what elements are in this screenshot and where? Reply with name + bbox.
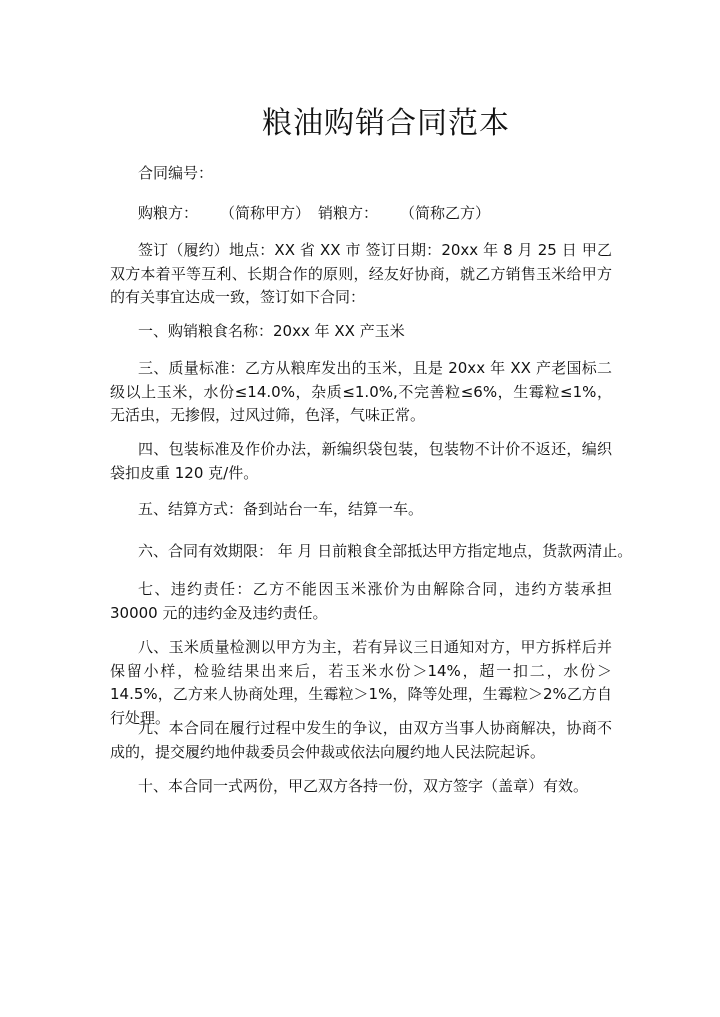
clause-3: 三、质量标准：乙方从粮库发出的玉米，且是 20xx 年 XX 产老国标二级以上玉米，水份≤14.0%，杂质≤1.0%,不完善粒≤6%，生霉粒≤1%，无活虫，无掺假，过风过筛，色泽，气味正常。 — [110, 359, 612, 424]
clause-8: 八、玉米质量检测以甲方为主，若有异议三日通知对方，甲方拆样后并保留小样，检验结果出来后，若玉米水份＞14%，超一扣二，水份＞14.5%，乙方来人协商处理，生霉粒＞1%，降等处理，生霉粒＞2%乙方自行处理。 — [110, 638, 612, 727]
clause-7: 七、违约责任：乙方不能因玉米涨价为由解除合同，违约方装承担 30000 元的违约金及违约责任。 — [110, 580, 612, 622]
clause-10: 十、本合同一式两份，甲乙双方各持一份，双方签字（盖章）有效。 — [138, 777, 589, 795]
clause-5: 五、结算方式：备到站台一车，结算一车。 — [138, 500, 424, 518]
parties-line — [110, 202, 612, 226]
clause-4: 四、包装标准及作价办法，新编织袋包装，包装物不计价不返还，编织袋扣皮重 120 克/件。 — [110, 440, 612, 482]
intro-paragraph: 签订（履约）地点：XX 省 XX 市 签订日期：20xx 年 8 月 25 日 甲乙双方本着平等互利、长期合作的原则，经友好协商，就乙方销售玉米给甲方的有关事宜达成一致，签订如下合同： — [110, 241, 612, 306]
buyer-label: 购粮方： — [138, 204, 199, 222]
buyer-value: （简称甲方） — [220, 204, 311, 222]
contract-number-label: 合同编号： — [138, 164, 214, 182]
clause-1: 一、购销粮食名称：20xx 年 XX 产玉米 — [138, 322, 405, 340]
seller-label: 销粮方： — [318, 204, 379, 222]
clause-6: 六、合同有效期限： 年 月 日前粮食全部抵达甲方指定地点，货款两清止。 — [138, 542, 633, 560]
document-title: 粮油购销合同范本 — [262, 106, 510, 141]
clause-9: 九、本合同在履行过程中发生的争议，由双方当事人协商解决，协商不成的，提交履约地仲裁委员会仲裁或依法向履约地人民法院起诉。 — [110, 719, 612, 761]
seller-value: （简称乙方） — [400, 204, 491, 222]
